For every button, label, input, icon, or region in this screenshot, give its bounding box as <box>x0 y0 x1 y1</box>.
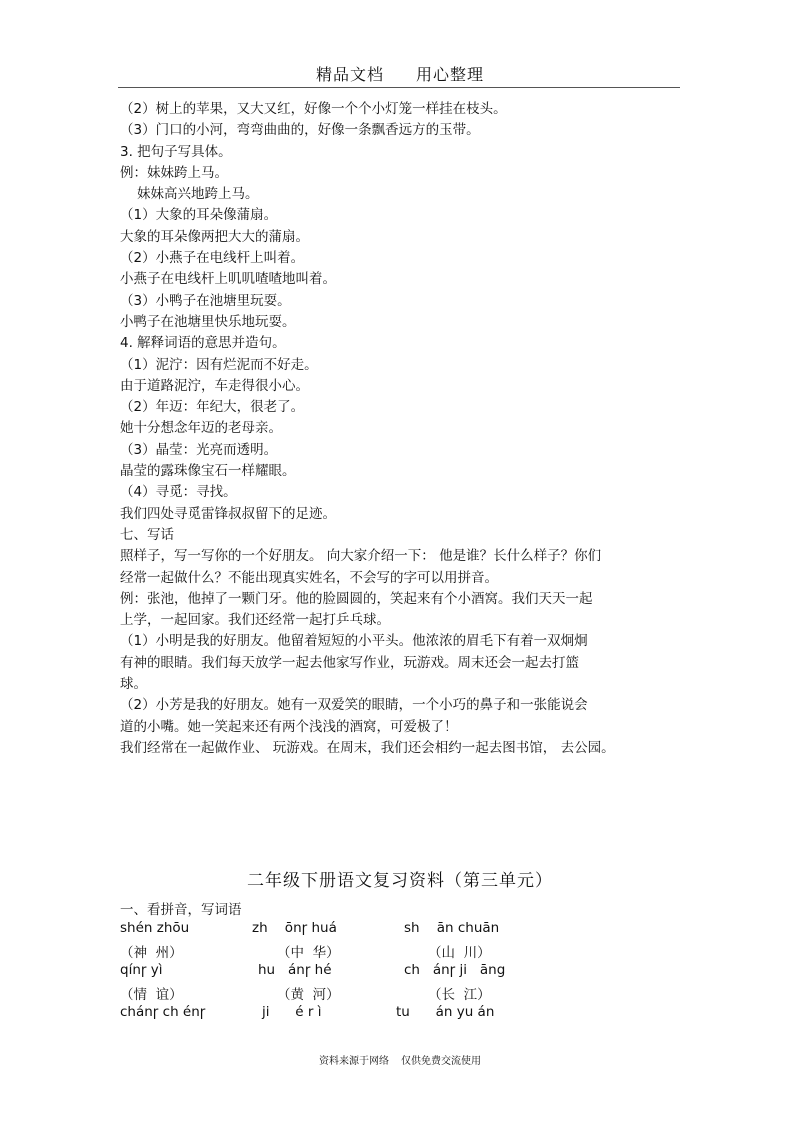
pinyin-cell: shén zhōu <box>120 920 190 936</box>
answer-cell: （黄 河） <box>277 987 340 1003</box>
footer-left-text: 资料来源于网络 <box>319 1056 389 1067</box>
header-right-text: 用心整理 <box>416 65 485 84</box>
pinyin-cell: hu ánɼ hé <box>258 962 332 978</box>
pinyin-cell: sh ān chuān <box>404 920 500 936</box>
pinyin-cell: ch ánɼ ji āng <box>404 962 506 978</box>
text-line: 小鸭子在池塘里快乐地玩耍。 <box>120 313 296 330</box>
text-line: 4. 解释词语的意思并造句。 <box>120 335 286 352</box>
document-body <box>120 99 690 759</box>
text-line: （2）小芳是我的好朋友。她有一双爱笑的眼睛，一个小巧的鼻子和一张能说会 <box>120 697 588 714</box>
header-left-text: 精品文档 <box>315 65 384 84</box>
pinyin-cell: qínɼ yì <box>120 962 163 978</box>
text-line: 小燕子在电线杆上叽叽喳喳地叫着。 <box>120 271 336 288</box>
text-line: 例：张池，他掉了一颗门牙。他的脸圆圆的，笑起来有个小酒窝。我们天天一起 <box>120 590 593 607</box>
text-line: 我们经常在一起做作业、 玩游戏。在周末，我们还会相约一起去图书馆， 去公园。 <box>120 739 615 756</box>
answer-cell: （情 谊） <box>120 987 183 1003</box>
text-line: 我们四处寻觅雷锋叔叔留下的足迹。 <box>120 505 336 522</box>
answer-cell: （神 州） <box>120 945 183 961</box>
page-footer <box>0 1052 800 1067</box>
text-line: 例：妹妹跨上马。 <box>120 164 228 181</box>
section-heading: 七、写话 <box>120 526 174 543</box>
text-line: 照样子，写一写你的一个好朋友。 向大家介绍一下： 他是谁？长什么样子？你们 <box>120 548 602 565</box>
answer-cell: （中 华） <box>277 945 340 961</box>
unit-title: 二年级下册语文复习资料（第三单元） <box>247 871 553 891</box>
text-line: 球。 <box>120 676 147 693</box>
text-line: （1）大象的耳朵像蒲扇。 <box>120 207 278 224</box>
text-line: （4）寻觅：寻找。 <box>120 484 237 501</box>
pinyin-cell: zh ōnɼ huá <box>252 920 337 936</box>
text-line: 大象的耳朵像两把大大的蒲扇。 <box>120 228 309 245</box>
text-line: 她十分想念年迈的老母亲。 <box>120 420 282 437</box>
pinyin-cell: chánɼ ch énɼ <box>120 1004 206 1020</box>
text-line: 3. 把句子写具体。 <box>120 143 232 160</box>
header-divider <box>118 87 680 88</box>
text-line: （3）门口的小河，弯弯曲曲的，好像一条飘香远方的玉带。 <box>120 122 480 139</box>
text-line: 妹妹高兴地跨上马。 <box>137 186 259 203</box>
page-header <box>0 62 800 85</box>
text-line: （3）小鸭子在池塘里玩耍。 <box>120 292 291 309</box>
text-line: 经常一起做什么？不能出现真实姓名，不会写的字可以用拼音。 <box>120 569 498 586</box>
pinyin-cell: ji é r ì <box>262 1004 322 1020</box>
text-line: （2）年迈：年纪大，很老了。 <box>120 399 305 416</box>
text-line: 道的小嘴。她一笑起来还有两个浅浅的酒窝，可爱极了！ <box>120 718 458 735</box>
text-line: （1）泥泞：因有烂泥而不好走。 <box>120 356 318 373</box>
footer-right-text: 仅供免费交流使用 <box>401 1056 481 1067</box>
text-line: 上学，一起回家。我们还经常一起打乒乓球。 <box>120 612 390 629</box>
text-line: 由于道路泥泞，车走得很小心。 <box>120 377 309 394</box>
text-line: 晶莹的露珠像宝石一样耀眼。 <box>120 463 296 480</box>
section-heading: 一、看拼音，写词语 <box>120 902 242 918</box>
text-line: （2）小燕子在电线杆上叫着。 <box>120 250 305 267</box>
text-line: 有神的眼睛。我们每天放学一起去他家写作业，玩游戏。周末还会一起去打篮 <box>120 654 579 671</box>
answer-cell: （长 江） <box>428 987 491 1003</box>
text-line: （3）晶莹：光亮而透明。 <box>120 441 278 458</box>
text-line: （2）树上的苹果，又大又红，好像一个个小灯笼一样挂在枝头。 <box>120 101 507 117</box>
pinyin-cell: tu án yu án <box>396 1004 495 1020</box>
text-line: （1）小明是我的好朋友。他留着短短的小平头。他浓浓的眉毛下有着一双炯炯 <box>120 633 588 650</box>
answer-cell: （山 川） <box>428 945 491 961</box>
